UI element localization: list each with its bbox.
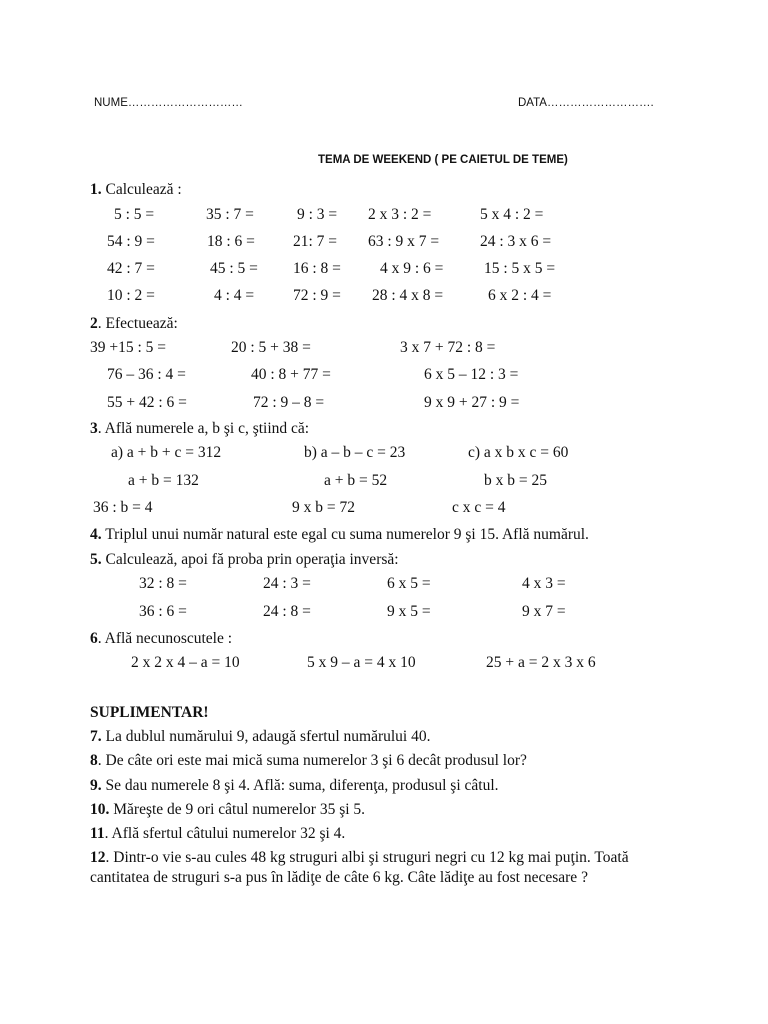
exercise-12-continuation: cantitatea de struguri s-a pus în lădiţe de câte 6 kg. Câte lădiţe au fost necesare ?: [90, 869, 588, 886]
exercise-number: 9.: [90, 777, 102, 794]
exercise-number: 4.: [90, 526, 102, 543]
exercise-text: . Află necunoscutele :: [97, 630, 233, 647]
exercise-8: [90, 752, 527, 770]
ex1-r2-c3: 4 x 9 : 6 =: [380, 260, 444, 277]
ex1-r0-c2: 9 : 3 =: [297, 206, 338, 223]
ex1-r1-c3: 63 : 9 x 7 =: [368, 233, 440, 250]
exercise-2-heading: [90, 315, 178, 333]
exercise-9: [90, 777, 499, 795]
ex1-r3-c3: 28 : 4 x 8 =: [372, 287, 444, 304]
ex5-r1-c1: 24 : 8 =: [263, 603, 311, 620]
ex1-r0-c1: 35 : 7 =: [206, 206, 254, 223]
ex1-r0-c3: 2 x 3 : 2 =: [368, 206, 432, 223]
exercise-text: Măreşte de 9 ori câtul numerelor 35 şi 5.: [109, 801, 366, 818]
exercise-6-heading: [90, 630, 232, 648]
ex1-r2-c2: 16 : 8 =: [293, 260, 341, 277]
ex6-item-1: 5 x 9 – a = 4 x 10: [307, 654, 416, 671]
extra-heading: SUPLIMENTAR!: [90, 704, 209, 721]
ex5-r1-c3: 9 x 7 =: [522, 603, 566, 620]
ex3-r0-c2: c) a x b x c = 60: [468, 444, 569, 461]
exercise-number: 5.: [90, 551, 102, 568]
ex5-r0-c1: 24 : 3 =: [263, 575, 311, 592]
exercise-text: . Află numerele a, b şi c, ştiind că:: [97, 420, 310, 437]
exercise-1-heading: [90, 181, 182, 199]
exercise-11: [90, 825, 345, 843]
exercise-text: La dublul numărului 9, adaugă sfertul numărului 40.: [101, 728, 431, 745]
exercise-3-heading: [90, 420, 309, 438]
exercise-text: . Află sfertul câtului numerelor 32 şi 4.: [104, 825, 346, 842]
ex1-r1-c0: 54 : 9 =: [107, 233, 155, 250]
exercise-number: 10.: [90, 801, 110, 818]
ex1-r2-c0: 42 : 7 =: [107, 260, 155, 277]
ex1-r3-c0: 10 : 2 =: [107, 287, 155, 304]
ex1-r0-c4: 5 x 4 : 2 =: [480, 206, 544, 223]
ex3-r0-c1: b) a – b – c = 23: [304, 444, 406, 461]
exercise-number: 3: [90, 420, 98, 437]
exercise-number: 6: [90, 630, 98, 647]
ex3-r0-c0: a) a + b + c = 312: [111, 444, 222, 461]
exercise-number: 7.: [90, 728, 102, 745]
ex1-r1-c4: 24 : 3 x 6 =: [480, 233, 552, 250]
exercise-number: 1.: [90, 181, 102, 198]
exercise-text: . Dintr-o vie s-au cules 48 kg struguri albi şi struguri negri cu 12 kg mai puţin. Toată: [105, 849, 629, 866]
exercise-5-heading: [90, 551, 399, 569]
ex5-r0-c3: 4 x 3 =: [522, 575, 566, 592]
ex3-r1-c2: b x b = 25: [484, 472, 547, 489]
exercise-text: Se dau numerele 8 şi 4. Află: suma, diferenţa, produsul şi câtul.: [101, 777, 499, 794]
ex5-r0-c0: 32 : 8 =: [139, 575, 187, 592]
ex1-r3-c4: 6 x 2 : 4 =: [488, 287, 552, 304]
ex5-r1-c0: 36 : 6 =: [139, 603, 187, 620]
ex1-r2-c1: 45 : 5 =: [210, 260, 258, 277]
exercise-text: . Efectuează:: [97, 315, 178, 332]
ex1-r1-c2: 21: 7 =: [293, 233, 338, 250]
exercise-number: 12: [90, 849, 106, 866]
exercise-10: [90, 801, 365, 819]
exercise-text: . De câte ori este mai mică suma numerelor 3 şi 6 decât produsul lor?: [97, 752, 527, 769]
date-field: DATA……………………….: [518, 97, 654, 109]
ex2-r0-c1: 20 : 5 + 38 =: [231, 339, 311, 356]
ex1-r1-c1: 18 : 6 =: [207, 233, 255, 250]
ex2-r1-c1: 40 : 8 + 77 =: [251, 366, 331, 383]
ex2-r1-c2: 6 x 5 – 12 : 3 =: [424, 366, 519, 383]
name-field: NUME…………………………: [94, 97, 243, 109]
ex2-r2-c2: 9 x 9 + 27 : 9 =: [424, 394, 520, 411]
page-title: TEMA DE WEEKEND ( PE CAIETUL DE TEME): [318, 154, 568, 166]
exercise-text: Triplul unui număr natural este egal cu suma numerelor 9 şi 15. Află numărul.: [101, 526, 589, 543]
ex3-r2-c2: c x c = 4: [452, 499, 506, 516]
ex2-r1-c0: 76 – 36 : 4 =: [107, 366, 186, 383]
exercise-text: Calculează, apoi fă proba prin operaţia inversă:: [101, 551, 399, 568]
exercise-12: [90, 849, 629, 867]
ex3-r2-c0: 36 : b = 4: [93, 499, 153, 516]
exercise-number: 11: [90, 825, 105, 842]
ex5-r1-c2: 9 x 5 =: [387, 603, 431, 620]
ex1-r0-c0: 5 : 5 =: [114, 206, 155, 223]
ex3-r1-c0: a + b = 132: [128, 472, 199, 489]
ex1-r3-c1: 4 : 4 =: [214, 287, 255, 304]
ex3-r2-c1: 9 x b = 72: [292, 499, 355, 516]
ex3-r1-c1: a + b = 52: [324, 472, 388, 489]
ex6-item-0: 2 x 2 x 4 – a = 10: [131, 654, 240, 671]
ex2-r2-c1: 72 : 9 – 8 =: [253, 394, 325, 411]
ex2-r2-c0: 55 + 42 : 6 =: [107, 394, 187, 411]
exercise-4: [90, 526, 589, 544]
exercise-number: 8: [90, 752, 98, 769]
ex5-r0-c2: 6 x 5 =: [387, 575, 431, 592]
ex2-r0-c2: 3 x 7 + 72 : 8 =: [400, 339, 496, 356]
ex1-r2-c4: 15 : 5 x 5 =: [484, 260, 556, 277]
ex6-item-2: 25 + a = 2 x 3 x 6: [486, 654, 596, 671]
ex2-r0-c0: 39 +15 : 5 =: [90, 339, 167, 356]
ex1-r3-c2: 72 : 9 =: [293, 287, 341, 304]
exercise-text: Calculează :: [101, 181, 182, 198]
exercise-7: [90, 728, 431, 746]
exercise-number: 2: [90, 315, 98, 332]
